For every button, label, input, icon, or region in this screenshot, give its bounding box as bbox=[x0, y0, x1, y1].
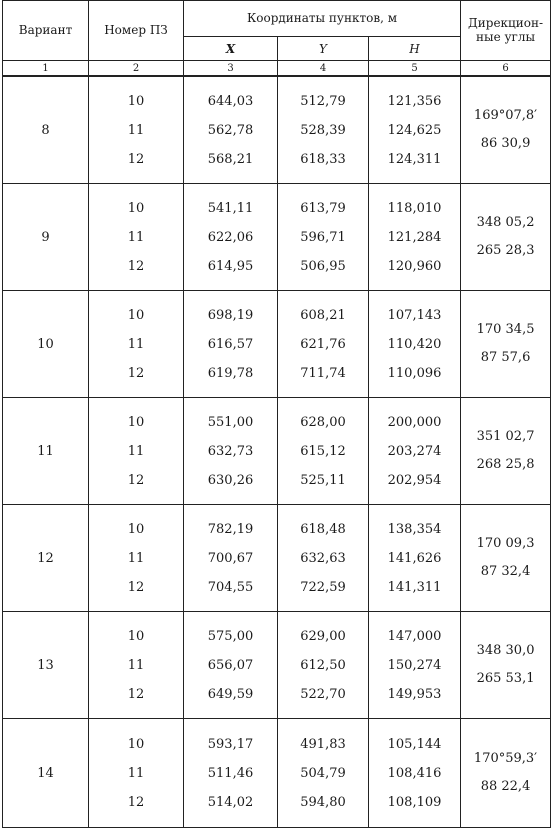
point-number-cell bbox=[89, 184, 184, 291]
h-value: 147,000 bbox=[387, 628, 442, 644]
h-value: 138,354 bbox=[387, 521, 442, 537]
variant-cell: 8 bbox=[3, 76, 89, 184]
x-value: 551,00 bbox=[207, 414, 254, 430]
point-number: 10 bbox=[127, 307, 145, 323]
col-number: 5 bbox=[369, 61, 461, 77]
point-number: 10 bbox=[127, 521, 145, 537]
y-value: 528,39 bbox=[300, 122, 346, 138]
point-number: 12 bbox=[127, 686, 145, 702]
x-value-cell bbox=[184, 398, 278, 505]
x-value: 514,02 bbox=[207, 794, 254, 810]
x-value-cell bbox=[184, 76, 278, 184]
y-value: 628,00 bbox=[300, 414, 346, 430]
y-value: 618,48 bbox=[300, 521, 346, 537]
x-value: 593,17 bbox=[207, 736, 254, 752]
x-value: 619,78 bbox=[207, 365, 254, 381]
y-value: 491,83 bbox=[300, 736, 346, 752]
direction-angle: 170 09,3 bbox=[476, 536, 535, 551]
h-value: 118,010 bbox=[387, 200, 442, 216]
h-value-cell bbox=[369, 719, 461, 828]
direction-angle: 88 22,4 bbox=[480, 779, 531, 794]
x-value: 575,00 bbox=[207, 628, 254, 644]
header-y: Y bbox=[278, 37, 369, 61]
y-value: 512,79 bbox=[300, 93, 346, 109]
point-number: 10 bbox=[127, 736, 145, 752]
point-number-cell bbox=[89, 76, 184, 184]
point-number: 11 bbox=[127, 765, 145, 781]
table-row bbox=[3, 76, 551, 184]
direction-angle: 348 05,2 bbox=[476, 215, 535, 230]
point-number: 10 bbox=[127, 628, 145, 644]
h-value: 107,143 bbox=[387, 307, 442, 323]
x-value: 630,26 bbox=[207, 472, 254, 488]
h-value: 121,356 bbox=[387, 93, 442, 109]
angles-cell bbox=[461, 76, 551, 184]
h-value: 200,000 bbox=[387, 414, 442, 430]
angles-cell bbox=[461, 291, 551, 398]
y-value: 711,74 bbox=[300, 365, 346, 381]
variant-cell: 12 bbox=[3, 505, 89, 612]
x-value: 562,78 bbox=[207, 122, 254, 138]
point-number-cell bbox=[89, 505, 184, 612]
direction-angle: 268 25,8 bbox=[476, 457, 535, 472]
x-value: 704,55 bbox=[207, 579, 254, 595]
header-angles bbox=[461, 1, 551, 61]
table-row bbox=[3, 719, 551, 828]
h-value-cell bbox=[369, 184, 461, 291]
h-value: 121,284 bbox=[387, 229, 442, 245]
h-value: 149,953 bbox=[387, 686, 442, 702]
direction-angle: 170°59,3′ bbox=[473, 751, 538, 766]
x-value: 622,06 bbox=[207, 229, 254, 245]
y-value: 629,00 bbox=[300, 628, 346, 644]
direction-angle: 351 02,7 bbox=[476, 429, 535, 444]
h-value: 141,311 bbox=[387, 579, 442, 595]
direction-angle: 265 28,3 bbox=[476, 243, 535, 258]
point-number: 11 bbox=[127, 336, 145, 352]
point-number: 12 bbox=[127, 151, 145, 167]
point-number: 12 bbox=[127, 794, 145, 810]
header-pz-number: Номер ПЗ bbox=[89, 1, 184, 61]
y-value: 594,80 bbox=[300, 794, 346, 810]
h-value: 124,311 bbox=[387, 151, 442, 167]
point-number: 10 bbox=[127, 200, 145, 216]
y-value: 615,12 bbox=[300, 443, 346, 459]
point-number: 11 bbox=[127, 443, 145, 459]
point-number-cell bbox=[89, 398, 184, 505]
x-value-cell bbox=[184, 184, 278, 291]
point-number: 10 bbox=[127, 414, 145, 430]
y-value: 632,63 bbox=[300, 550, 346, 566]
header-angles-line1: Дирекцион- bbox=[468, 15, 544, 30]
y-value-cell bbox=[278, 505, 369, 612]
x-value: 700,67 bbox=[207, 550, 254, 566]
h-value-cell bbox=[369, 505, 461, 612]
point-number: 11 bbox=[127, 550, 145, 566]
y-value: 504,79 bbox=[300, 765, 346, 781]
coordinates-table bbox=[2, 0, 551, 828]
h-value: 108,109 bbox=[387, 794, 442, 810]
y-value: 722,59 bbox=[300, 579, 346, 595]
variant-cell: 9 bbox=[3, 184, 89, 291]
table-row bbox=[3, 184, 551, 291]
table-row bbox=[3, 612, 551, 719]
col-number: 1 bbox=[3, 61, 89, 77]
x-value: 541,11 bbox=[207, 200, 254, 216]
y-value: 525,11 bbox=[300, 472, 346, 488]
y-value-cell bbox=[278, 398, 369, 505]
h-value: 203,274 bbox=[387, 443, 442, 459]
h-value: 124,625 bbox=[387, 122, 442, 138]
col-number: 6 bbox=[461, 61, 551, 77]
h-value: 202,954 bbox=[387, 472, 442, 488]
y-value-cell bbox=[278, 719, 369, 828]
y-value: 612,50 bbox=[300, 657, 346, 673]
x-value: 698,19 bbox=[207, 307, 254, 323]
y-value-cell bbox=[278, 291, 369, 398]
h-value: 108,416 bbox=[387, 765, 442, 781]
h-value: 105,144 bbox=[387, 736, 442, 752]
point-number: 11 bbox=[127, 122, 145, 138]
point-number: 11 bbox=[127, 657, 145, 673]
col-number: 4 bbox=[278, 61, 369, 77]
angles-cell bbox=[461, 505, 551, 612]
angles-cell bbox=[461, 398, 551, 505]
angles-cell bbox=[461, 719, 551, 828]
y-value: 596,71 bbox=[300, 229, 346, 245]
header-angles-line2: ные углы bbox=[476, 29, 536, 44]
direction-angle: 87 32,4 bbox=[480, 564, 531, 579]
header-h: H bbox=[369, 37, 461, 61]
x-value: 644,03 bbox=[207, 93, 254, 109]
x-value: 656,07 bbox=[207, 657, 254, 673]
h-value: 120,960 bbox=[387, 258, 442, 274]
x-value-cell bbox=[184, 719, 278, 828]
y-value: 522,70 bbox=[300, 686, 346, 702]
h-value-cell bbox=[369, 612, 461, 719]
h-value: 141,626 bbox=[387, 550, 442, 566]
direction-angle: 170 34,5 bbox=[476, 322, 535, 337]
angles-cell bbox=[461, 184, 551, 291]
h-value: 110,420 bbox=[387, 336, 442, 352]
x-value-cell bbox=[184, 291, 278, 398]
point-number: 12 bbox=[127, 472, 145, 488]
table-row bbox=[3, 291, 551, 398]
point-number: 12 bbox=[127, 258, 145, 274]
point-number: 10 bbox=[127, 93, 145, 109]
x-value-cell bbox=[184, 505, 278, 612]
angles-cell bbox=[461, 612, 551, 719]
h-value-cell bbox=[369, 398, 461, 505]
header-x: X bbox=[184, 37, 278, 61]
col-number: 3 bbox=[184, 61, 278, 77]
y-value: 608,21 bbox=[300, 307, 346, 323]
direction-angle: 87 57,6 bbox=[480, 350, 531, 365]
y-value-cell bbox=[278, 612, 369, 719]
direction-angle: 169°07,8′ bbox=[473, 108, 538, 123]
table-row bbox=[3, 398, 551, 505]
point-number: 11 bbox=[127, 229, 145, 245]
x-value: 616,57 bbox=[207, 336, 254, 352]
x-value: 614,95 bbox=[207, 258, 254, 274]
direction-angle: 348 30,0 bbox=[476, 643, 535, 658]
table-row bbox=[3, 505, 551, 612]
x-value: 649,59 bbox=[207, 686, 254, 702]
point-number-cell bbox=[89, 291, 184, 398]
y-value: 621,76 bbox=[300, 336, 346, 352]
y-value-cell bbox=[278, 76, 369, 184]
y-value: 618,33 bbox=[300, 151, 346, 167]
direction-angle: 265 53,1 bbox=[476, 671, 535, 686]
variant-cell: 11 bbox=[3, 398, 89, 505]
y-value: 506,95 bbox=[300, 258, 346, 274]
x-value: 568,21 bbox=[207, 151, 254, 167]
header-variant: Вариант bbox=[3, 1, 89, 61]
point-number-cell bbox=[89, 612, 184, 719]
x-value: 511,46 bbox=[207, 765, 254, 781]
h-value-cell bbox=[369, 76, 461, 184]
header-coordinates: Координаты пунктов, м bbox=[184, 1, 461, 37]
point-number: 12 bbox=[127, 365, 145, 381]
variant-cell: 14 bbox=[3, 719, 89, 828]
h-value-cell bbox=[369, 291, 461, 398]
x-value: 632,73 bbox=[207, 443, 254, 459]
col-number: 2 bbox=[89, 61, 184, 77]
point-number-cell bbox=[89, 719, 184, 828]
y-value-cell bbox=[278, 184, 369, 291]
variant-cell: 10 bbox=[3, 291, 89, 398]
direction-angle: 86 30,9 bbox=[480, 136, 531, 151]
x-value-cell bbox=[184, 612, 278, 719]
y-value: 613,79 bbox=[300, 200, 346, 216]
h-value: 110,096 bbox=[387, 365, 442, 381]
x-value: 782,19 bbox=[207, 521, 254, 537]
point-number: 12 bbox=[127, 579, 145, 595]
h-value: 150,274 bbox=[387, 657, 442, 673]
variant-cell: 13 bbox=[3, 612, 89, 719]
